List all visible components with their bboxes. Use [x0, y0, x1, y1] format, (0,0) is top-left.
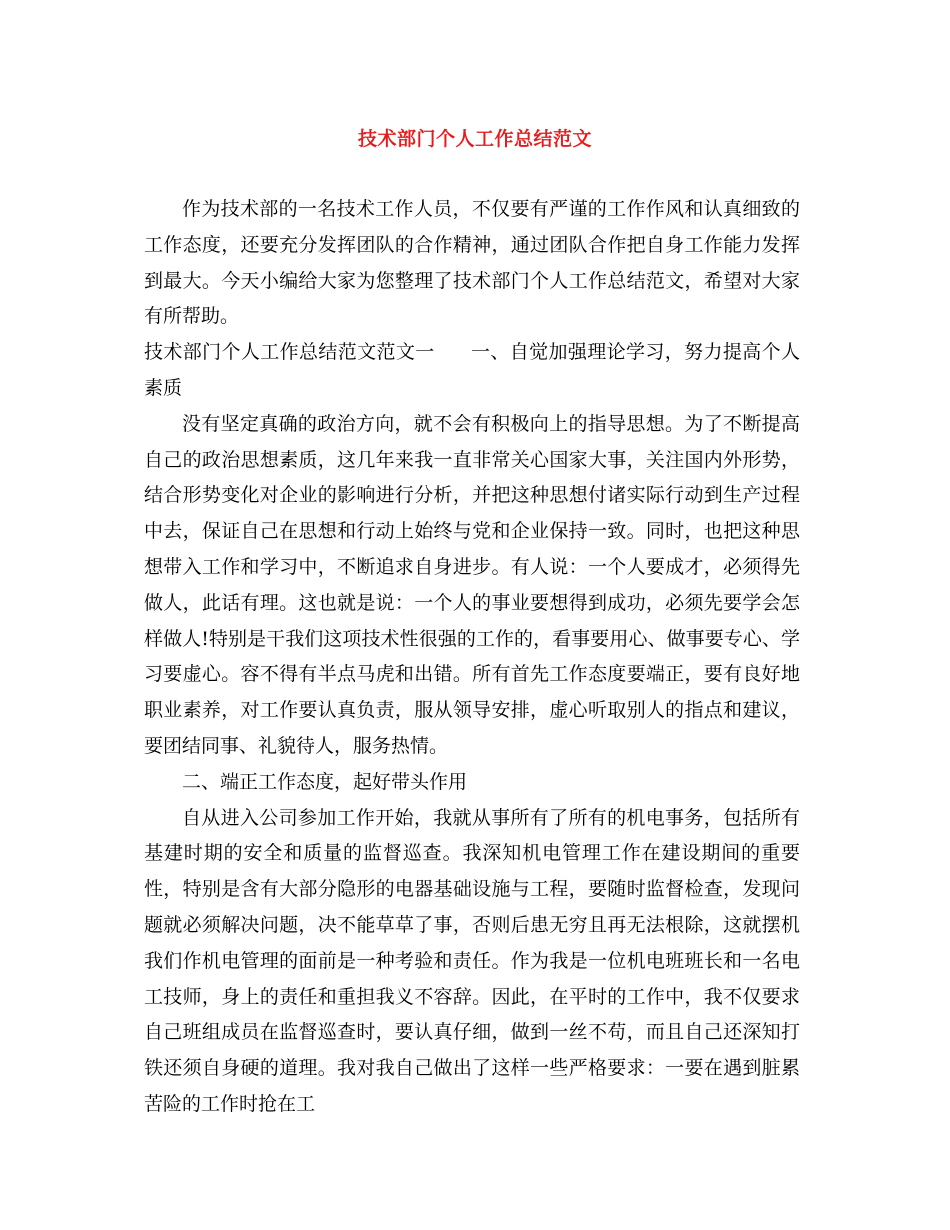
subheading-2: 二、端正工作态度，起好带头作用	[182, 770, 468, 793]
section-heading-line	[144, 335, 800, 407]
document-title: 技术部门个人工作总结范文	[357, 128, 592, 150]
section-label: 技术部门个人工作总结范文范文一	[144, 341, 435, 364]
body-paragraph-2: 自从进入公司参加工作开始，我就从事所有了所有的机电事务，包括所有基建时期的安全和质量的监督巡查。我深知机电管理工作在建设期间的重要性，特别是含有大部分隐形的电器基础设施与工程，要随时监督检查，发现问题就必须解决问题，决不能草草了事，否则后患无穷且再无法根除，这就摆机我们作机电管理的面前是一种考验和责任。作为我是一位机电班班长和一名电工技师，身上的责任和重担我义不容辞。因此，在平时的工作中，我不仅要求自己班组成员在监督巡查时，要认真仔细，做到一丝不苟，而且自己还深知打铁还须自身硬的道理。我对我自己做出了这样一些严格要求：一要在遇到脏累苦险的工作时抢在工	[144, 806, 800, 1115]
section-heading: 一、自觉加强理论学习，努力提高个人素质	[144, 341, 800, 399]
body-paragraph-1: 没有坚定真确的政治方向，就不会有积极向上的指导思想。为了不断提高自己的政治思想素质，这几年来我一直非常关心国家大事，关注国内外形势，结合形势变化对企业的影响进行分析，并把这种思想付诸实际行动到生产过程中去，保证自己在思想和行动上始终与党和企业保持一致。同时，也把这种思想带入工作和学习中，不断追求自身进步。有人说：一个人要成才，必须得先做人，此话有理。这也就是说：一个人的事业要想得到成功，必须先要学会怎样做人!特别是干我们这项技术性很强的工作的，看事要用心、做事要专心、学习要虚心。容不得有半点马虎和出错。所有首先工作态度要端正，要有良好地职业素养，对工作要认真负责，服从领导安排，虚心听取别人的指点和建议，要团结同事、礼貌待人，服务热情。	[144, 412, 800, 757]
document-body	[144, 192, 800, 1123]
intro-paragraph: 作为技术部的一名技术工作人员，不仅要有严谨的工作作风和认真细致的工作态度，还要充分发挥团队的合作精神，通过团队合作把自身工作能力发挥到最大。今天小编给大家为您整理了技术部门个人工作总结范文，希望对大家有所帮助。	[144, 198, 800, 328]
